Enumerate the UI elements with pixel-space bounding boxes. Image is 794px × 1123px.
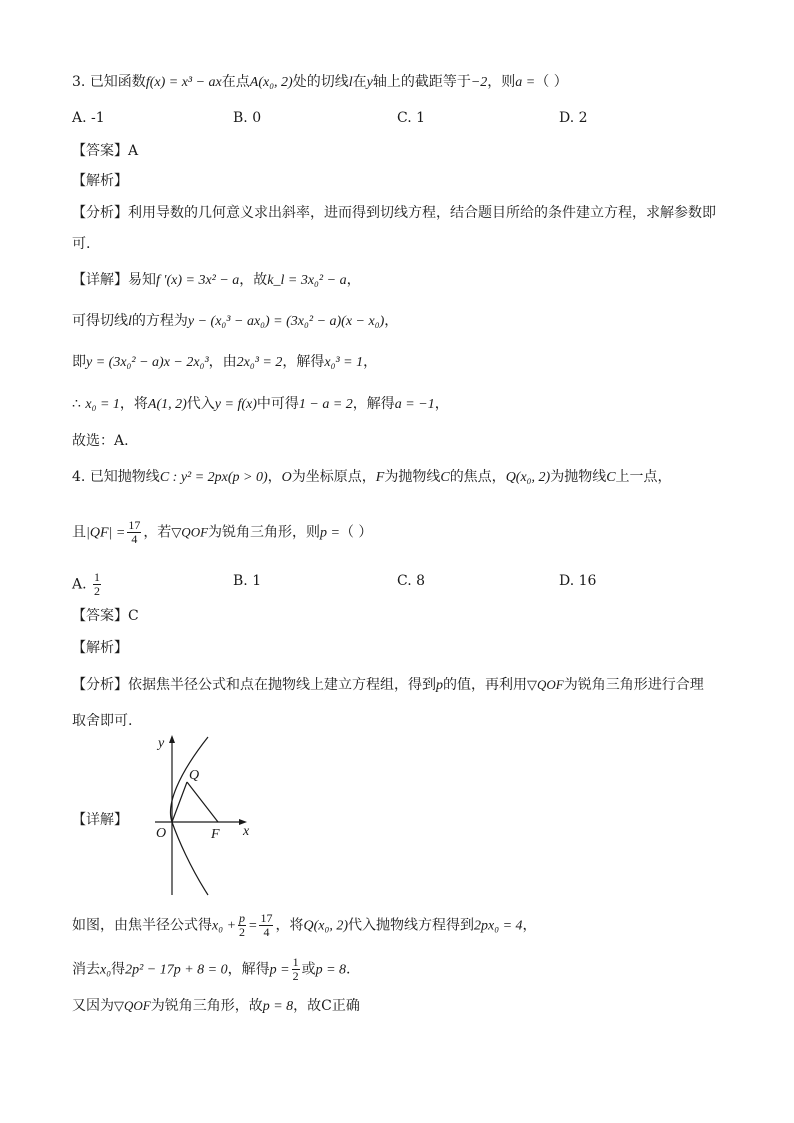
label-F: F	[211, 827, 220, 842]
parabola-figure	[150, 735, 260, 897]
q4-analysis-heading: 【解析】	[72, 640, 128, 656]
q4-stem-line1: 4. 已知抛物线C : y² = 2px(p > 0)，O为坐标原点，F为抛物线C的焦点，Q(x₀, 2)为抛物线C上一点，	[72, 469, 672, 485]
label-Q: Q	[189, 768, 200, 783]
q4-detail-line3: 又因为▽QOF为锐角三角形，故p = 8，故C正确	[72, 998, 360, 1014]
q4-option-d: D. 16	[559, 573, 597, 589]
q4-answer: 【答案】C	[72, 608, 139, 624]
label-x: x	[243, 824, 250, 839]
label-y: y	[158, 736, 165, 751]
fraction-17-4: $\frac{17}{4}$	[128, 518, 141, 546]
q3-detail-line1: 【详解】易知f ′(x) = 3x² − a，故k_l = 3x₀² − a，	[72, 272, 361, 288]
q4-stem-line2: 且|QF| = $\frac{17}{4}$ ，若▽QOF为锐角三角形，则p =（ ）	[72, 518, 373, 546]
q3-option-d: D. 2	[559, 110, 588, 126]
q4-option-c: C. 8	[397, 573, 426, 589]
q4-option-b: B. 1	[233, 573, 262, 589]
q4-fenxi-line2: 取舍即可.	[72, 713, 133, 729]
q3-fenxi-line2: 可.	[72, 236, 91, 252]
q3-conclusion: 故选：A.	[72, 433, 129, 449]
q3-option-b: B. 0	[233, 110, 262, 126]
q3-answer: 【答案】A	[72, 143, 139, 159]
q3-option-a: A. -1	[72, 110, 105, 126]
y-axis-arrow	[169, 735, 175, 743]
label-O: O	[156, 826, 167, 841]
q4-fenxi-line1: 【分析】依据焦半径公式和点在抛物线上建立方程组，得到p的值，再利用▽QOF为锐角三角形进行合理	[72, 677, 704, 693]
parabola-curve	[171, 737, 209, 895]
q3-fenxi-line1: 【分析】利用导数的几何意义求出斜率，进而得到切线方程，结合题目所给的条件建立方程，求解参数即	[72, 205, 716, 221]
q3-analysis-heading: 【解析】	[72, 173, 128, 189]
q3-detail-line4: ∴ x₀ = 1，将A(1, 2)代入y = f(x)中可得1 − a = 2，解得a = −1，	[72, 396, 449, 412]
q4-detail-line1: 如图，由焦半径公式得x₀ + $\frac{p}{2}$ = $\frac{17}{4}$ ，将Q(x₀, 2)代入抛物线方程得到2px₀ = 4，	[72, 911, 537, 939]
q3-detail-line2: 可得切线l的方程为y − (x₀³ − ax₀) = (3x₀² − a)(x − x₀)，	[72, 313, 399, 329]
q4-option-a: A. $\frac{1}{2}$	[72, 570, 101, 598]
q4-detail-line2: 消去x₀得2p² − 17p + 8 = 0，解得p = $\frac{1}{2}$ 或p = 8.	[72, 955, 351, 983]
segment-QF	[187, 782, 218, 822]
segment-QO	[172, 782, 187, 822]
q3-stem: 3. 已知函数f(x) = x³ − ax在点A(x₀, 2)处的切线l在y轴上的截距等于−2，则a =（ ）	[72, 74, 568, 90]
q3-option-c: C. 1	[397, 110, 426, 126]
q3-detail-line3: 即y = (3x₀² − a)x − 2x₀³，由2x₀³ = 2，解得x₀³ = 1，	[72, 354, 378, 370]
q4-detail-heading: 【详解】	[72, 812, 128, 828]
